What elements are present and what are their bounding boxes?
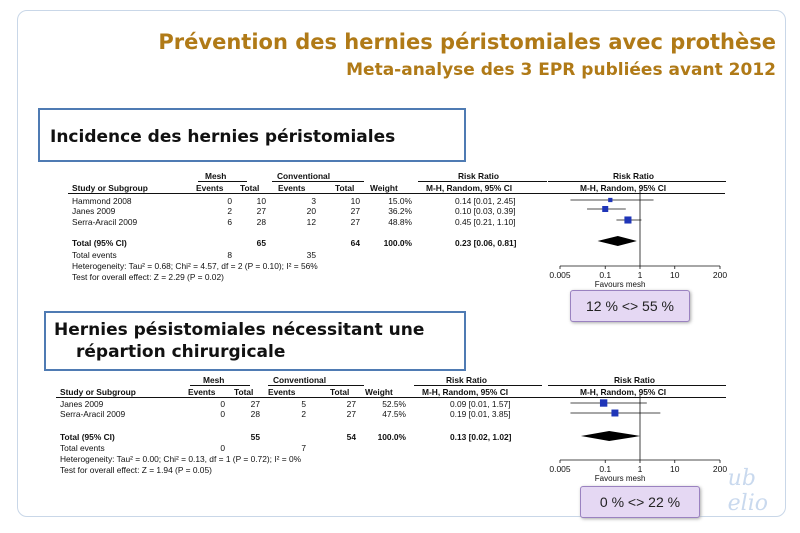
weight: 15.0% xyxy=(388,196,412,206)
study-marker xyxy=(624,216,631,223)
events-mesh: 6 xyxy=(227,217,232,227)
weight: 36.2% xyxy=(388,206,412,216)
col-group-rr-left: Risk Ratio xyxy=(446,375,487,385)
total-mesh: 28 xyxy=(250,409,260,419)
total-conv: 10 xyxy=(350,196,360,206)
range-badge: 0 % <> 22 % xyxy=(580,486,700,518)
total-mesh: 10 xyxy=(256,196,266,206)
risk-ratio-ci: 0.14 [0.01, 2.45] xyxy=(455,196,516,206)
events-mesh: 0 xyxy=(227,196,232,206)
study-marker xyxy=(608,198,612,202)
col-header-study: Study or Subgroup xyxy=(60,387,136,397)
rule xyxy=(268,385,364,386)
favours-label: Favours mesh xyxy=(594,280,646,289)
risk-ratio-ci: 0.45 [0.21, 1.10] xyxy=(455,217,516,227)
forest-plot-2 xyxy=(540,390,740,485)
col-header-ci-plot: M-H, Random, 95% CI xyxy=(580,387,667,397)
events-conv: 12 xyxy=(306,217,316,227)
rule xyxy=(418,181,547,182)
section2-heading-line2: répartion chirurgicale xyxy=(76,342,286,362)
col-header-weight: Weight xyxy=(370,183,398,193)
weight: 52.5% xyxy=(382,399,406,409)
total-label: Total (95% CI) xyxy=(60,432,115,442)
total-mesh: 28 xyxy=(256,217,266,227)
total-conv: 27 xyxy=(350,217,360,227)
events-mesh: 0 xyxy=(220,399,225,409)
study-name: Janes 2009 xyxy=(60,399,104,409)
events-conv: 5 xyxy=(301,399,306,409)
total-conv: 27 xyxy=(350,206,360,216)
col-header-events-conv: Events xyxy=(268,387,296,397)
weight: 47.5% xyxy=(382,409,406,419)
total-mesh: 27 xyxy=(256,206,266,216)
study-marker xyxy=(611,410,618,417)
events-mesh: 0 xyxy=(220,443,225,453)
total-conv: 54 xyxy=(346,432,356,442)
favours-label: Favours mesh xyxy=(594,474,646,483)
col-header-events-conv: Events xyxy=(278,183,306,193)
study-name: Serra-Aracil 2009 xyxy=(72,217,138,227)
pooled-diamond xyxy=(581,431,640,441)
risk-ratio-ci: 0.23 [0.06, 0.81] xyxy=(455,238,517,248)
total-events-label: Total events xyxy=(60,443,105,453)
col-header-ci: M-H, Random, 95% CI xyxy=(426,183,513,193)
risk-ratio-ci: 0.09 [0.01, 1.57] xyxy=(450,399,511,409)
x-tick-label: 10 xyxy=(670,464,680,474)
col-header-study: Study or Subgroup xyxy=(72,183,148,193)
col-group-mesh: Mesh xyxy=(203,375,225,385)
col-group-rr-right: Risk Ratio xyxy=(613,171,654,181)
col-header-total-mesh: Total xyxy=(234,387,254,397)
events-conv: 20 xyxy=(306,206,316,216)
range-badge: 12 % <> 55 % xyxy=(570,290,690,322)
x-tick-label: 10 xyxy=(670,270,680,280)
slide-title: Prévention des hernies péristomiales avec prothèse xyxy=(158,30,776,54)
watermark-logo: ub elio xyxy=(727,466,768,516)
col-group-conventional: Conventional xyxy=(277,171,331,181)
col-group-rr-left: Risk Ratio xyxy=(458,171,499,181)
risk-ratio-ci: 0.13 [0.02, 1.02] xyxy=(450,432,512,442)
section2-heading xyxy=(44,311,466,371)
total-mesh: 55 xyxy=(250,432,260,442)
x-tick-label: 200 xyxy=(712,270,728,280)
heterogeneity-text: Heterogeneity: Tau² = 0.68; Chi² = 4.57, df = 2 (P = 0.10); I² = 56% xyxy=(72,261,318,271)
section1-heading: Incidence des hernies péristomiales xyxy=(38,108,466,162)
study-marker xyxy=(600,399,607,406)
events-conv: 7 xyxy=(301,443,306,453)
total-conv: 27 xyxy=(346,409,356,419)
x-tick-label: 0.005 xyxy=(549,270,571,280)
col-header-total-conv: Total xyxy=(335,183,355,193)
x-tick-label: 0.1 xyxy=(599,464,612,474)
events-mesh: 2 xyxy=(227,206,232,216)
events-mesh: 0 xyxy=(220,409,225,419)
x-tick-label: 200 xyxy=(712,464,728,474)
total-conv: 27 xyxy=(346,399,356,409)
total-mesh: 27 xyxy=(250,399,260,409)
col-header-weight: Weight xyxy=(365,387,393,397)
events-conv: 2 xyxy=(301,409,306,419)
col-group-rr-right: Risk Ratio xyxy=(614,375,655,385)
total-conv: 64 xyxy=(350,238,360,248)
overall-effect-text: Test for overall effect: Z = 1.94 (P = 0.05) xyxy=(60,465,212,475)
study-name: Hammond 2008 xyxy=(72,196,132,206)
events-conv: 3 xyxy=(311,196,316,206)
pooled-diamond xyxy=(598,236,637,246)
rule xyxy=(272,181,364,182)
rule xyxy=(548,385,726,386)
events-mesh: 8 xyxy=(227,250,232,260)
heterogeneity-text: Heterogeneity: Tau² = 0.00; Chi² = 0.13, df = 1 (P = 0.72); I² = 0% xyxy=(60,454,302,464)
weight: 100.0% xyxy=(383,238,412,248)
col-header-ci: M-H, Random, 95% CI xyxy=(422,387,509,397)
col-header-total-mesh: Total xyxy=(240,183,260,193)
weight: 48.8% xyxy=(388,217,412,227)
col-header-events-mesh: Events xyxy=(188,387,216,397)
x-tick-label: 1 xyxy=(637,270,643,280)
events-conv: 35 xyxy=(306,250,316,260)
rule xyxy=(548,181,726,182)
x-tick-label: 1 xyxy=(637,464,643,474)
study-name: Serra-Aracil 2009 xyxy=(60,409,126,419)
slide-subtitle: Meta-analyse des 3 EPR publiées avant 2012 xyxy=(346,60,776,80)
col-header-ci-plot: M-H, Random, 95% CI xyxy=(580,183,667,193)
col-header-total-conv: Total xyxy=(330,387,350,397)
study-marker xyxy=(602,206,608,212)
rule xyxy=(198,181,247,182)
rule xyxy=(414,385,542,386)
col-header-events-mesh: Events xyxy=(196,183,224,193)
study-name: Janes 2009 xyxy=(72,206,116,216)
total-events-label: Total events xyxy=(72,250,117,260)
weight: 100.0% xyxy=(377,432,406,442)
col-group-mesh: Mesh xyxy=(205,171,227,181)
risk-ratio-ci: 0.10 [0.03, 0.39] xyxy=(455,206,516,216)
total-mesh: 65 xyxy=(256,238,266,248)
col-group-conventional: Conventional xyxy=(273,375,327,385)
overall-effect-text: Test for overall effect: Z = 2.29 (P = 0.02) xyxy=(72,272,224,282)
risk-ratio-ci: 0.19 [0.01, 3.85] xyxy=(450,409,511,419)
rule xyxy=(190,385,250,386)
total-label: Total (95% CI) xyxy=(72,238,127,248)
section2-heading-line1: Hernies pésistomiales nécessitant une xyxy=(54,320,425,340)
x-tick-label: 0.1 xyxy=(599,270,612,280)
forest-plot-1 xyxy=(540,186,740,291)
x-tick-label: 0.005 xyxy=(549,464,571,474)
